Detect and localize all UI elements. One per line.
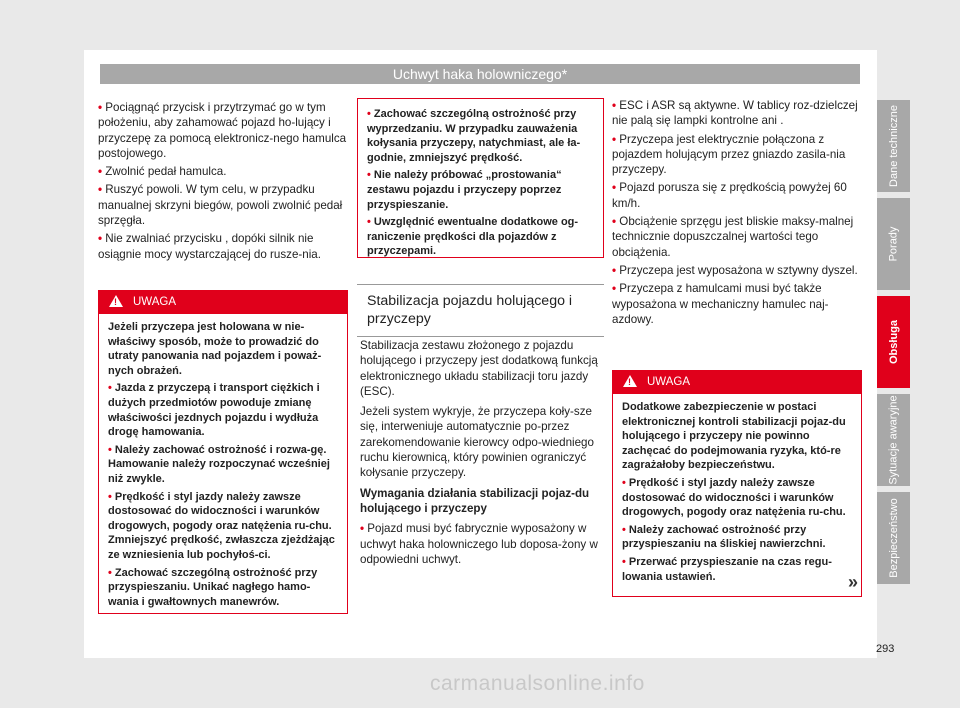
list-item: • Przyczepa jest elektrycznie połączona z pojazdem holującym przez gniazdo zasila-nia przyczepy. xyxy=(612,132,846,177)
warning-header: ! UWAGA xyxy=(99,291,347,314)
column-2-body xyxy=(360,338,604,572)
tab-porady[interactable]: Porady xyxy=(877,198,910,290)
warning-box-3 xyxy=(612,370,862,597)
paragraph: Stabilizacja zestawu złożonego z pojazdu holującego i przyczepy jest dodatkową funkcją elektronicznego układu stabilizacji toru jazdy (ESC). xyxy=(360,339,598,398)
warning-text: Jeżeli przyczepa jest holowana w nie-właściwy sposób, może to prowadzić do utraty panowania nad pojazdem i poważ-nych obrażeń. xyxy=(108,321,322,377)
warning-icon: ! xyxy=(623,375,637,387)
tab-obsluga[interactable]: Obsługa xyxy=(877,296,910,388)
tab-dane-techniczne[interactable]: Dane techniczne xyxy=(877,100,910,192)
list-item: • Nie należy próbować „prostowania“ zestawu pojazdu i przyczepy poprzez przyspieszanie. xyxy=(367,169,562,211)
list-item: • Jazda z przyczepą i transport ciężkich i dużych przedmiotów powoduje zmianę właściwości jezdnych pojazdu i wydłuża drogę hamowania. xyxy=(108,382,320,439)
list-item: • Prędkość i styl jazdy należy zawsze dostosować do widoczności i warunków drogowych, pogody oraz natężenia ru-chu. Zmniejszyć prędkość, zwłaszcza zjeżdżając ze wzniesienia lub pochyłoś-ci. xyxy=(108,490,335,561)
watermark: carmanualsonline.info xyxy=(430,672,645,695)
list-item: • Pociągnąć przycisk i przytrzymać go w tym położeniu, aby zahamować pojazd ho-lujący i przyczepę za pomocą elektronicz-nego hamulca postojowego. xyxy=(98,101,347,160)
tab-sytuacje-awaryjne[interactable]: Sytuacje awaryjne xyxy=(877,394,910,486)
warning-box-1 xyxy=(98,290,348,614)
subheading: Wymagania działania stabilizacji pojaz-du holującego i przyczepy xyxy=(360,486,590,515)
list-item: • Należy zachować ostrożność przy przyspieszaniu na śliskiej nawierzchni. xyxy=(622,523,826,551)
list-item: • Przyczepa z hamulcami musi być także wyposażona w mechaniczny hamulec naj-azdowy. xyxy=(612,282,829,326)
list-item: • Ruszyć powoli. W tym celu, w przypadku manualnej skrzyni biegów, powoli zwolnić pedał sprzęgła. xyxy=(98,183,343,228)
list-item: • Przyczepa jest wyposażona w sztywny dyszel. xyxy=(612,263,858,277)
list-item: • Zachować szczególną ostrożność przy przyspieszaniu. Unikać nagłego hamo-wania i gwałtownych manewrów. xyxy=(108,566,318,608)
list-item: • Zwolnić pedał hamulca. xyxy=(98,165,227,179)
warning-box-2 xyxy=(357,98,604,258)
list-item: • Uwzględnić ewentualne dodatkowe og-raniczenie prędkości dla pojazdów z przyczepami. xyxy=(367,216,579,258)
section-title: Stabilizacja pojazdu holującego i przyczepy xyxy=(357,284,604,337)
paragraph: Jeżeli system wykryje, że przyczepa koły-sze się, interweniuje automatycznie po-przez zarekomendowanie kierowcy odpo-wiedniego ruchu kierownicą, który powinien ograniczyć kołysanie przyczepy. xyxy=(360,405,594,480)
list-item: • ESC i ASR są aktywne. W tablicy roz-dzielczej nie palą się lampki kontrolne ani . xyxy=(612,99,858,128)
list-item: • Nie zwalniać przycisku , dopóki silnik nie osiągnie mocy wystarczającej do rusze-nia. xyxy=(98,232,321,261)
list-item: • Zachować szczególną ostrożność przy wyprzedzaniu. W przypadku zauważenia kołysania przyczepy, natychmiast, ale ła-godnie, zmniejszyć prędkość. xyxy=(367,108,581,164)
list-item: • Przerwać przyspieszanie na czas regu-lowania ustawień. xyxy=(622,555,832,583)
warning-icon: ! xyxy=(109,295,123,307)
column-1 xyxy=(98,100,348,265)
warning-text: Dodatkowe zabezpieczenie w postaci elektronicznej kontroli stabilizacji pojaz-du holującego i przyczepy nie powinno zachęcać do podejmowania ryzyka, któ-re zagrażałoby bezpieczeństwu. xyxy=(622,401,846,472)
page-number: 293 xyxy=(876,643,895,655)
continue-marker: » xyxy=(848,572,859,592)
list-item: • Obciążenie sprzęgu jest bliskie maksy-malnej technicznie dopuszczalnej wartości tego obciążenia. xyxy=(612,215,854,259)
column-3 xyxy=(612,98,862,330)
list-item: • Należy zachować ostrożność i rozwa-gę. Hamowanie należy rozpoczynać wcześniej niż zwykle. xyxy=(108,443,330,485)
tab-bezpieczenstwo[interactable]: Bezpieczeństwo xyxy=(877,492,910,584)
page-header: Uchwyt haka holowniczego* xyxy=(100,64,860,84)
list-item: • Prędkość i styl jazdy należy zawsze dostosować do widoczności i warunków drogowych, pogody oraz natężenia ru-chu. xyxy=(622,476,846,519)
list-item: • Pojazd porusza się z prędkością powyżej 60 km/h. xyxy=(612,181,847,210)
list-item: • Pojazd musi być fabrycznie wyposażony w uchwyt haka holowniczego lub doposa-żony w odpowiedni uchwyt. xyxy=(360,522,598,566)
warning-header: ! UWAGA xyxy=(613,371,861,394)
